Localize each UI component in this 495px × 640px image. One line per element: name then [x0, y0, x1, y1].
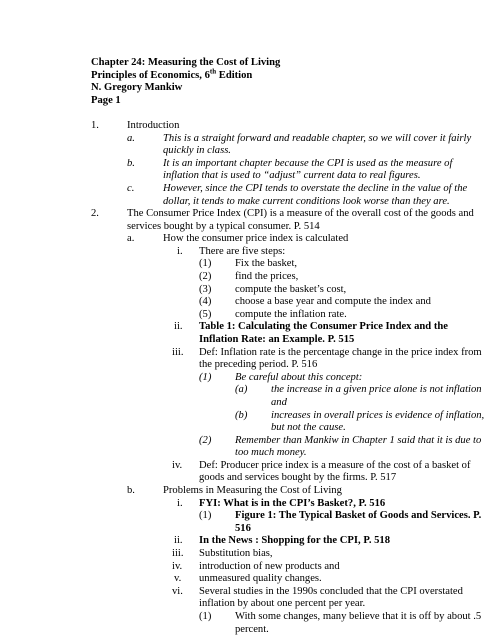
outline-item	[0, 573, 495, 586]
item-text: find the prices,	[235, 270, 299, 282]
section-introduction	[0, 120, 495, 208]
item-number: i.	[177, 245, 183, 257]
outline-item	[0, 485, 495, 498]
item-number: (2)	[199, 270, 212, 282]
item-number: iv.	[172, 459, 183, 471]
outline-item-continuation	[0, 598, 495, 611]
book-title-text: Principles of Economics, 6	[91, 69, 210, 81]
item-number: i.	[177, 497, 183, 509]
outline-item-continuation	[0, 422, 495, 435]
item-text: FYI: What is in the CPI’s Basket?, P. 516	[199, 497, 386, 509]
item-number: (4)	[199, 296, 212, 308]
outline-item-continuation	[0, 472, 495, 485]
item-text: too much money.	[235, 447, 307, 459]
item-text: choose a base year and compute the index and	[235, 296, 431, 308]
outline-item	[0, 460, 495, 473]
item-text: Several studies in the 1990s concluded that the CPI overstated	[199, 585, 463, 597]
item-text: Inflation Rate: an Example. P. 515	[199, 333, 355, 345]
item-number: (2)	[199, 434, 212, 446]
author: N. Gregory Mankiw	[91, 82, 183, 94]
item-text: the increase in a given price alone is not inflation	[271, 384, 482, 396]
item-number: ii.	[174, 535, 183, 547]
outline-item-continuation	[0, 523, 495, 536]
document-header	[91, 57, 280, 107]
outline-item	[0, 284, 495, 297]
item-text: In the News : Shopping for the CPI, P. 518	[199, 535, 391, 547]
item-text: inflation by about one percent per year.	[199, 598, 366, 610]
edition-label: Edition	[216, 69, 253, 81]
outline-item-continuation	[0, 196, 495, 209]
outline-item	[0, 208, 495, 221]
outline-item	[0, 347, 495, 360]
item-text: This is a straight forward and readable chapter, so we will cover it fairly	[163, 132, 472, 144]
item-number: (5)	[199, 308, 212, 320]
outline-item	[0, 548, 495, 561]
item-text: Table 1: Calculating the Consumer Price Index and the	[199, 321, 448, 333]
outline-item-continuation	[0, 447, 495, 460]
outline-item	[0, 372, 495, 385]
item-text: Figure 1: The Typical Basket of Goods and Services. P.	[235, 510, 482, 522]
item-text: goods and services bought by the firms. P. 517	[199, 472, 397, 484]
outline-item	[0, 233, 495, 246]
outline-item	[0, 498, 495, 511]
item-text: but not the cause.	[271, 422, 346, 434]
item-text: There are five steps:	[199, 245, 286, 257]
item-number: (3)	[199, 283, 212, 295]
item-text: Remember than Mankiw in Chapter 1 said that it is due to	[235, 434, 482, 446]
item-text: quickly in class.	[163, 145, 231, 157]
item-text: The Consumer Price Index (CPI) is a measure of the overall cost of the goods and	[127, 208, 474, 219]
item-number: (b)	[235, 409, 248, 421]
item-text: With some changes, many believe that it is off by about .5	[235, 611, 482, 622]
outline-item	[0, 258, 495, 271]
item-number: vi.	[172, 585, 183, 597]
outline-item	[0, 510, 495, 523]
outline-item	[0, 561, 495, 574]
item-text: dollar, it tends to make current conditions look worse than they are.	[163, 195, 450, 207]
book-title	[91, 67, 280, 83]
outline-item	[0, 183, 495, 196]
item-text: the preceding period. P. 516	[199, 359, 318, 371]
item-number: 1.	[91, 120, 99, 131]
outline-item	[0, 120, 495, 133]
item-text: services bought by a typical consumer. P. 514	[127, 220, 320, 232]
item-text: introduction of new products and	[199, 560, 340, 572]
section-heading: Introduction	[127, 120, 180, 131]
item-text: 516	[235, 522, 251, 534]
outline-item	[0, 271, 495, 284]
outline-item	[0, 611, 495, 624]
outline-item	[0, 410, 495, 423]
outline-item-continuation	[0, 334, 495, 347]
item-text: percent.	[235, 623, 269, 635]
item-text: unmeasured quality changes.	[199, 573, 322, 585]
outline-item-continuation	[0, 359, 495, 372]
item-number: (1)	[199, 510, 212, 522]
outline-item	[0, 321, 495, 334]
chapter-title: Chapter 24: Measuring the Cost of Living	[91, 57, 281, 68]
outline-item	[0, 246, 495, 259]
item-text: inflation that is used to “adjust” current data to real figures.	[163, 170, 421, 182]
page-label: Page 1	[91, 94, 121, 106]
item-text: Problems in Measuring the Cost of Living	[163, 485, 342, 497]
item-text: compute the basket’s cost,	[235, 283, 347, 295]
outline-item-continuation	[0, 170, 495, 183]
section-cpi	[0, 208, 495, 636]
item-number: v.	[174, 573, 182, 585]
item-number: a.	[127, 132, 135, 144]
item-text: It is an important chapter because the CPI is used as the measure of	[163, 157, 453, 169]
item-number: (1)	[199, 258, 212, 270]
item-number: (1)	[199, 371, 212, 383]
outline-item	[0, 535, 495, 548]
outline-item-continuation	[0, 221, 495, 234]
outline-item	[0, 309, 495, 322]
item-number: b.	[127, 157, 135, 169]
item-number: (1)	[199, 611, 212, 622]
edition-superscript: th	[209, 67, 217, 76]
outline-item	[0, 158, 495, 171]
outline-item-continuation	[0, 624, 495, 637]
outline-item-continuation	[0, 145, 495, 158]
item-number: iii.	[172, 548, 184, 560]
item-number: 2.	[91, 208, 99, 219]
outline-item	[0, 296, 495, 309]
item-text: compute the inflation rate.	[235, 308, 347, 320]
item-number: c.	[127, 182, 135, 194]
item-text: increases in overall prices is evidence of inflation,	[271, 409, 485, 421]
item-number: iii.	[172, 346, 184, 358]
outline-item	[0, 586, 495, 599]
outline-item	[0, 435, 495, 448]
item-text: Def: Inflation rate is the percentage change in the price index from	[199, 346, 482, 358]
item-text: How the consumer price index is calculated	[163, 233, 349, 245]
outline-item-continuation	[0, 397, 495, 410]
item-number: b.	[127, 485, 135, 497]
item-text: Def: Producer price index is a measure of the cost of a basket of	[199, 459, 471, 471]
item-number: iv.	[172, 560, 183, 572]
outline-item	[0, 384, 495, 397]
item-number: a.	[127, 233, 135, 245]
item-text: and	[271, 396, 287, 408]
item-text: Substitution bias,	[199, 548, 273, 560]
item-number: ii.	[174, 321, 183, 333]
outline-item	[0, 133, 495, 146]
item-text: Be careful about this concept:	[235, 371, 363, 383]
item-text: However, since the CPI tends to overstate the decline in the value of the	[163, 182, 468, 194]
item-number: (a)	[235, 384, 248, 396]
item-text: Fix the basket,	[235, 258, 298, 270]
